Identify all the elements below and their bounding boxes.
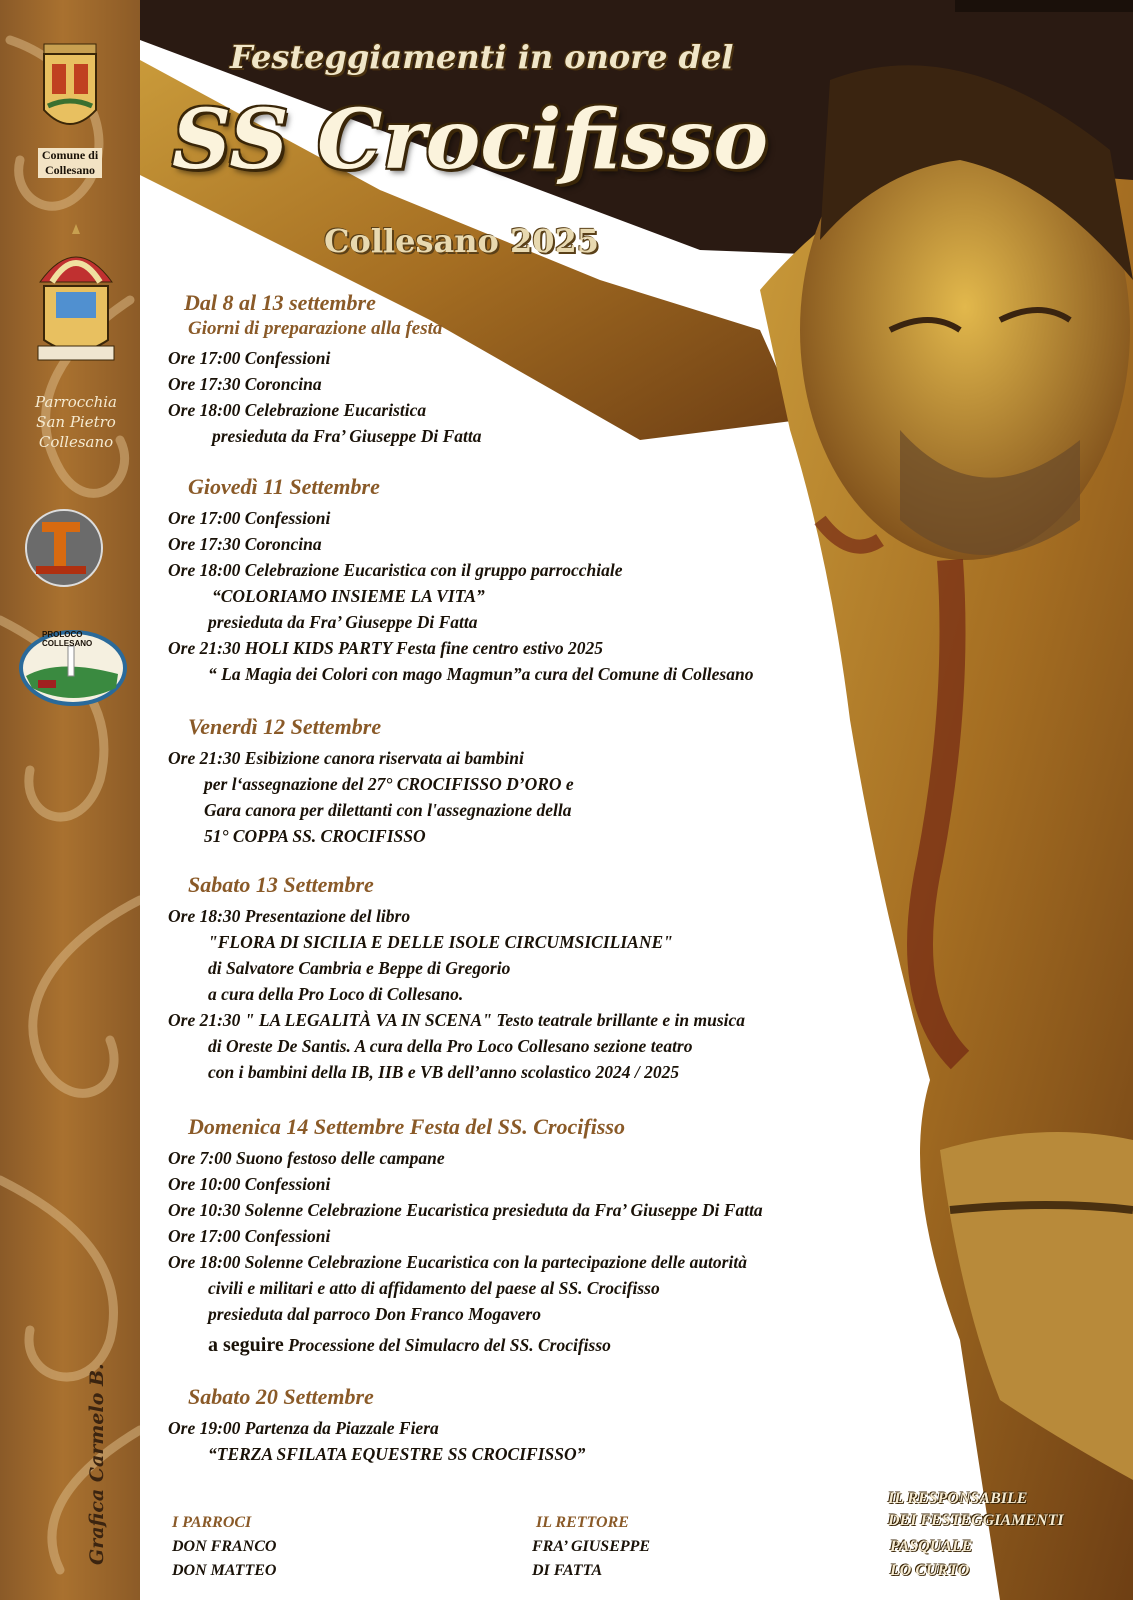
schedule-line: Ore 18:00 Solenne Celebrazione Eucaristica con la partecipazione delle autorità xyxy=(168,1252,747,1272)
schedule-line: Ore 17:30 Coroncina xyxy=(168,374,322,394)
schedule-line: Gara canora per dilettanti con l'assegnazione della xyxy=(204,800,572,820)
responsabile-title-2: DEI FESTEGGIAMENTI xyxy=(888,1512,1064,1529)
graphic-credit: Grafica Carmelo B. xyxy=(86,1363,108,1565)
schedule-line: “TERZA SFILATA EQUESTRE SS CROCIFISSO” xyxy=(208,1444,586,1464)
responsabile-title-1: IL RESPONSABILE xyxy=(888,1490,1028,1507)
schedule-line: “ La Magia dei Colori con mago Magmun”a cura del Comune di Collesano xyxy=(208,664,754,684)
schedule-line: civili e militari e atto di affidamento del paese al SS. Crocifisso xyxy=(208,1278,660,1298)
schedule-line: Ore 17:00 Confessioni xyxy=(168,348,331,368)
saturday-20-heading: Sabato 20 Settembre xyxy=(188,1384,374,1409)
schedule-line: “COLORIAMO INSIEME LA VITA” xyxy=(212,586,485,606)
schedule-line: a cura della Pro Loco di Collesano. xyxy=(208,984,464,1004)
schedule-line: Ore 18:00 Celebrazione Eucaristica con il gruppo parrocchiale xyxy=(168,560,623,580)
header-subtitle: Festeggiamenti in onore del xyxy=(230,38,734,76)
schedule-line: Ore 21:30 HOLI KIDS PARTY Festa fine centro estivo 2025 xyxy=(168,638,604,658)
schedule-line: di Oreste De Santis. A cura della Pro Loco Collesano sezione teatro xyxy=(208,1036,693,1056)
schedule-line: Ore 18:30 Presentazione del libro xyxy=(168,906,411,926)
schedule-line: Ore 21:30 Esibizione canora riservata ai bambini xyxy=(168,748,524,768)
procession-bold: a seguire xyxy=(208,1334,284,1356)
schedule-line: presieduta da Fra’ Giuseppe Di Fatta xyxy=(208,612,478,632)
rettore-name-2: DI FATTA xyxy=(532,1562,603,1579)
schedule-line: "FLORA DI SICILIA E DELLE ISOLE CIRCUMSICILIANE" xyxy=(208,932,673,952)
schedule-line: Ore 17:00 Confessioni xyxy=(168,1226,331,1246)
parish-label-line3: Collesano xyxy=(38,433,114,451)
schedule-line: presieduta dal parroco Don Franco Mogavero xyxy=(208,1304,541,1324)
parish-label-line2: San Pietro xyxy=(36,413,116,431)
schedule-line: di Salvatore Cambria e Beppe di Gregorio xyxy=(208,958,511,978)
parish-label-line1: Parrocchia xyxy=(35,393,117,411)
proloco-label: PROLOCO COLLESANO xyxy=(42,630,93,648)
comune-label-line2: Collesano xyxy=(44,163,95,177)
prep-title: Giorni di preparazione alla festa xyxy=(188,318,443,339)
schedule-line: Ore 10:30 Solenne Celebrazione Eucaristica presieduta da Fra’ Giuseppe Di Fatta xyxy=(168,1200,763,1220)
schedule-line: presieduta da Fra’ Giuseppe Di Fatta xyxy=(212,426,482,446)
procession-rest: Processione del Simulacro del SS. Crocifisso xyxy=(283,1335,611,1355)
rettore-title: IL RETTORE xyxy=(536,1514,629,1531)
saturday-heading: Sabato 13 Settembre xyxy=(188,872,374,897)
responsabile-name-2: LO CURTO xyxy=(890,1562,970,1579)
schedule-line: 51° COPPA SS. CROCIFISSO xyxy=(204,826,426,846)
header-place-year: Collesano 2025 xyxy=(324,222,600,260)
responsabile-name-1: PASQUALE xyxy=(890,1538,973,1555)
prep-days-heading: Dal 8 al 13 settembre xyxy=(184,290,376,315)
schedule-line: Ore 10:00 Confessioni xyxy=(168,1174,331,1194)
schedule-line: Ore 21:30 " LA LEGALITÀ VA IN SCENA" Testo teatrale brillante e in musica xyxy=(168,1010,746,1030)
schedule-line: Ore 18:00 Celebrazione Eucaristica xyxy=(168,400,427,420)
procession-line xyxy=(208,1334,611,1357)
thursday-heading: Giovedì 11 Settembre xyxy=(188,474,380,499)
rettore-name-1: FRA’ GIUSEPPE xyxy=(532,1538,651,1555)
friday-heading: Venerdì 12 Settembre xyxy=(188,714,382,739)
header-title: SS Crocifisso xyxy=(172,92,769,188)
schedule-line: Ore 7:00 Suono festoso delle campane xyxy=(168,1148,445,1168)
comune-label-line1: Comune di xyxy=(41,148,99,162)
schedule-line: per l‘assegnazione del 27° CROCIFISSO D’ORO e xyxy=(204,774,574,794)
schedule-line: Ore 19:00 Partenza da Piazzale Fiera xyxy=(168,1418,439,1438)
schedule-line: con i bambini della IB, IIB e VB dell’anno scolastico 2024 / 2025 xyxy=(208,1062,680,1082)
parroci-name-1: DON FRANCO xyxy=(172,1538,277,1555)
schedule-line: Ore 17:30 Coroncina xyxy=(168,534,322,554)
schedule-line: Ore 17:00 Confessioni xyxy=(168,508,331,528)
parroci-title: I PARROCI xyxy=(172,1514,252,1531)
parroci-name-2: DON MATTEO xyxy=(172,1562,277,1579)
sunday-heading: Domenica 14 Settembre Festa del SS. Crocifisso xyxy=(188,1114,625,1139)
